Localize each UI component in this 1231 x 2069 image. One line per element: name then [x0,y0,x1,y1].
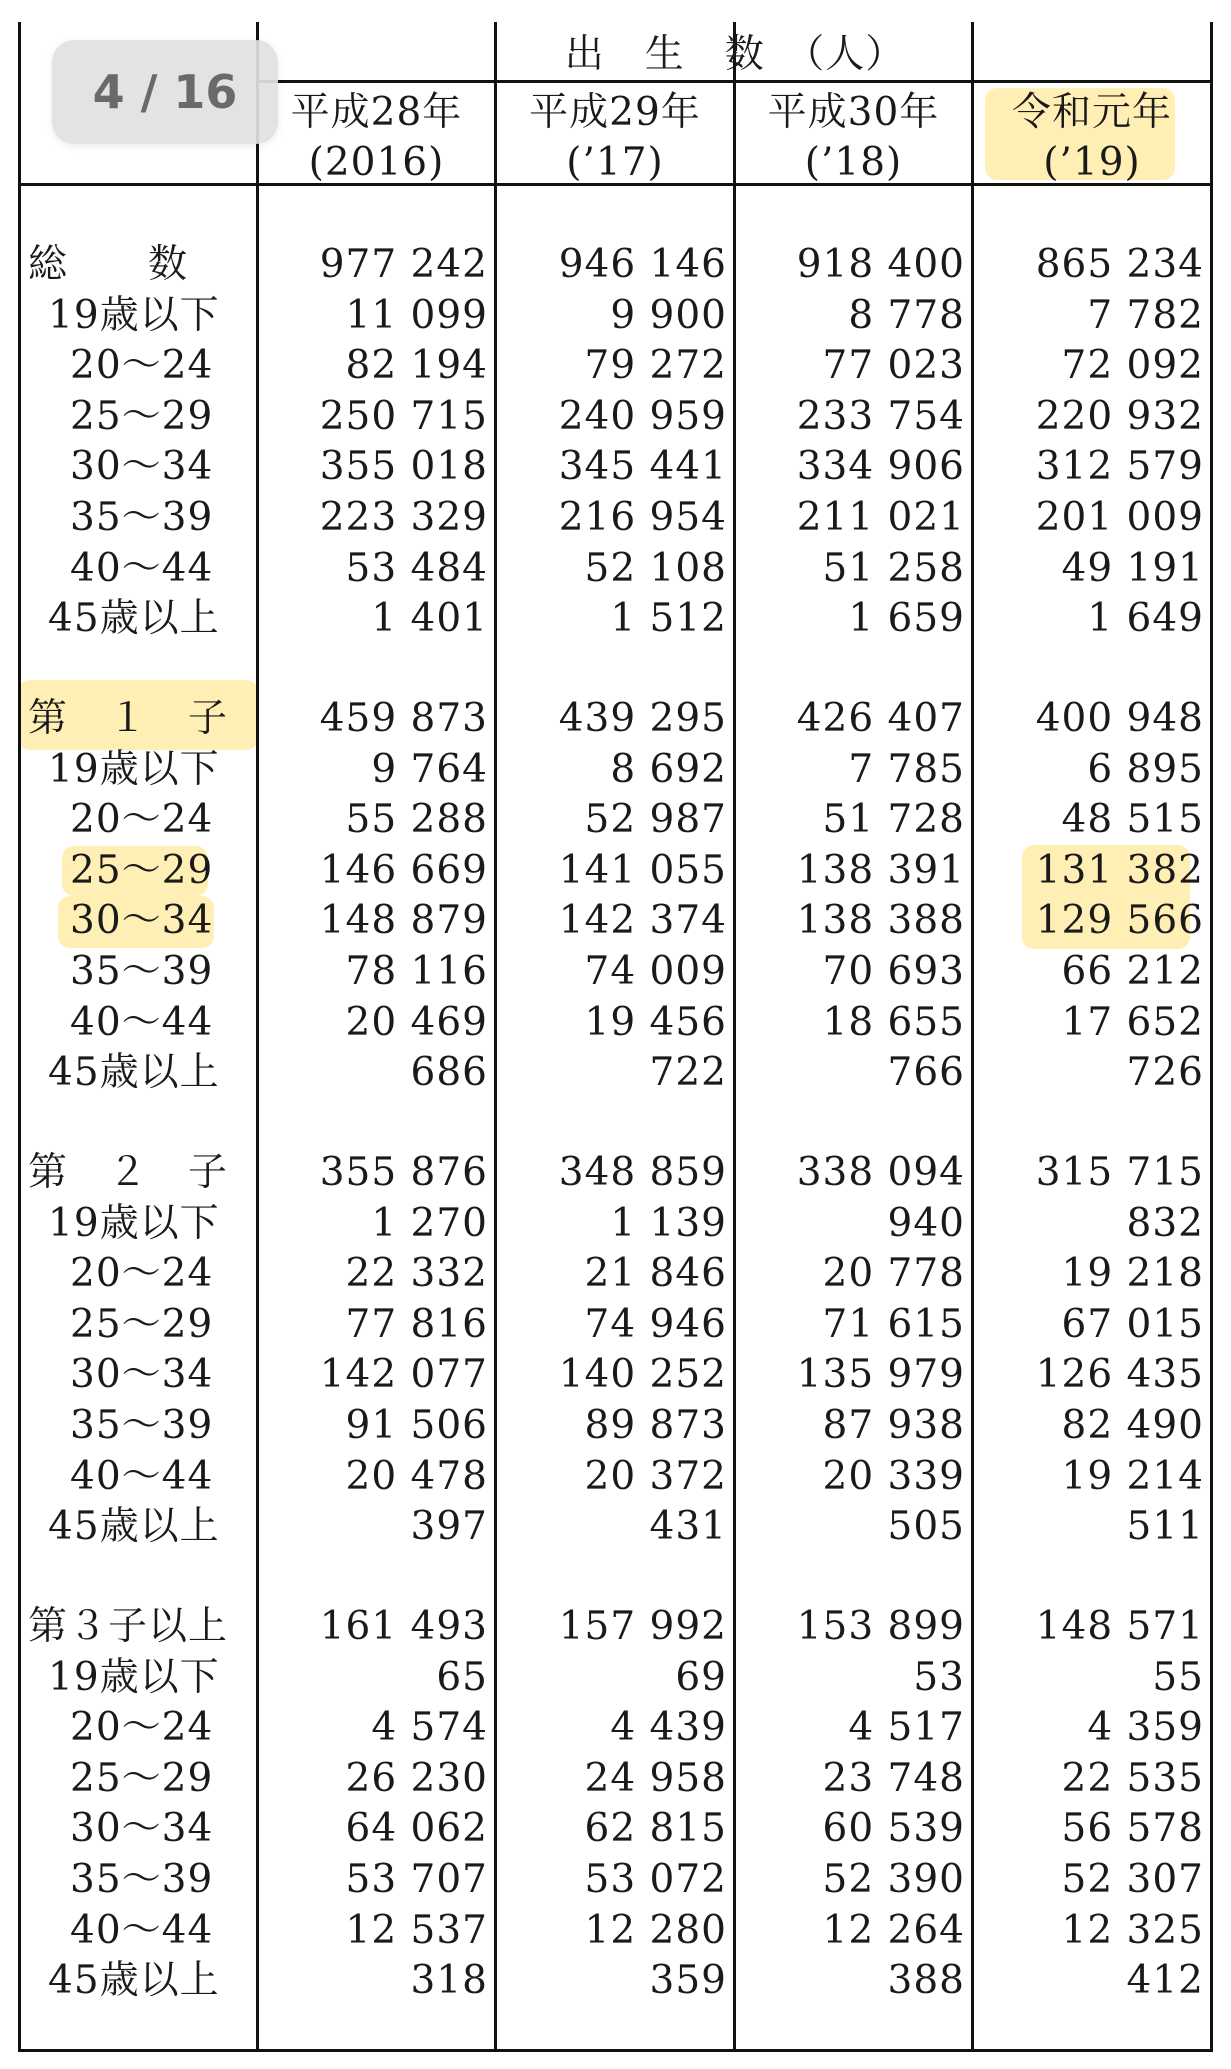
table-cell-value: 7 785 [848,746,965,792]
age-group-label: 19歳以下 [48,292,220,338]
table-cell-value: 135 979 [796,1352,965,1398]
table-cell-value: 431 [649,1504,727,1550]
table-cell-value: 240 959 [558,393,727,439]
group-total-value: 348 859 [558,1150,727,1195]
table-cell-value: 18 655 [822,999,965,1045]
table-cell-value: 12 280 [584,1907,727,1953]
age-group-label: 40～44 [70,545,214,591]
age-group-label: 19歳以下 [48,746,220,792]
table-cell-value: 8 692 [610,746,727,792]
table-cell-value: 201 009 [1035,495,1204,540]
age-group-label: 25～29 [70,393,214,439]
group-total-value: 977 242 [319,242,488,287]
table-cell-value: 8 778 [848,292,965,338]
table-cell-value: 126 435 [1035,1352,1204,1398]
table-cell-value: 19 214 [1061,1453,1204,1499]
age-group-label: 30～34 [70,898,214,944]
table-cell-value: 53 [913,1654,965,1700]
table-cell-value: 77 816 [345,1301,488,1347]
table-cell-value: 334 906 [796,444,965,490]
column-year-3: 平成30年 [767,90,940,135]
table-cell-value: 55 [1152,1654,1204,1700]
table-cell-value: 62 815 [584,1806,727,1852]
table-cell-value: 355 018 [319,444,488,490]
left-border [18,22,21,2052]
group-label: 第 ２ 子 [28,1150,229,1195]
table-cell-value: 24 958 [584,1755,727,1801]
table-cell-value: 79 272 [584,343,727,389]
table-cell-value: 4 359 [1087,1705,1204,1751]
table-cell-value: 211 021 [796,495,965,540]
table-cell-value: 72 092 [1061,343,1204,389]
age-group-label: 20～24 [70,1705,214,1751]
column-sub-4: (’19) [1043,140,1141,185]
table-cell-value: 53 072 [584,1857,727,1902]
table-cell-value: 138 388 [796,898,965,944]
table-cell-value: 233 754 [796,393,965,439]
age-group-label: 35～39 [70,495,214,540]
group-label: 第３子以上 [28,1604,229,1649]
table-cell-value: 71 615 [822,1301,965,1347]
age-group-label: 30～34 [70,444,214,490]
age-group-label: 35～39 [70,1403,214,1448]
table-cell-value: 52 307 [1061,1857,1204,1902]
column-sub-3: (’18) [804,140,903,185]
table-cell-value: 4 574 [371,1705,488,1751]
table-cell-value: 412 [1126,1958,1204,2004]
group-label: 総 数 [28,242,189,287]
table-cell-value: 4 439 [610,1705,727,1751]
table-cell-value: 20 778 [822,1251,965,1297]
age-group-label: 45歳以上 [48,1958,220,2004]
table-cell-value: 21 846 [584,1251,727,1297]
table-cell-value: 55 288 [345,797,488,843]
divider-col-3 [971,22,974,2052]
table-cell-value: 345 441 [558,444,727,490]
table-cell-value: 11 099 [345,292,488,338]
table-cell-value: 82 194 [345,343,488,389]
table-cell-value: 220 932 [1035,393,1204,439]
table-cell-value: 19 218 [1061,1251,1204,1297]
column-sub-1: (2016) [308,140,445,185]
table-cell-value: 223 329 [319,495,488,540]
table-cell-value: 9 900 [610,292,727,338]
divider-col-4 [1210,22,1213,2052]
table-cell-value: 53 707 [345,1857,488,1902]
table-cell-value: 78 116 [345,949,488,994]
table-cell-value: 142 077 [319,1352,488,1398]
group-total-value: 157 992 [558,1604,727,1649]
table-cell-value: 22 332 [345,1251,488,1297]
table-cell-value: 1 401 [371,596,488,642]
age-group-label: 35～39 [70,949,214,994]
table-cell-value: 74 946 [584,1301,727,1347]
table-cell-value: 60 539 [822,1806,965,1852]
divider-col-2 [733,22,736,2052]
table-cell-value: 388 [887,1958,965,2004]
group-total-value: 865 234 [1035,242,1204,287]
age-group-label: 19歳以下 [48,1200,220,1246]
table-cell-value: 77 023 [822,343,965,389]
table-cell-value: 67 015 [1061,1301,1204,1347]
table-cell-value: 7 782 [1087,292,1204,338]
group-total-value: 918 400 [796,242,965,287]
table-cell-value: 250 715 [319,393,488,439]
table-bottom-line [18,2049,1213,2052]
table-cell-value: 359 [649,1958,727,2004]
table-cell-value: 12 264 [822,1907,965,1953]
group-total-value: 439 295 [558,696,727,741]
table-cell-value: 505 [887,1504,965,1550]
table-cell-value: 20 478 [345,1453,488,1499]
table-cell-value: 56 578 [1061,1806,1204,1852]
table-cell-value: 22 535 [1061,1755,1204,1801]
table-cell-value: 722 [649,1050,727,1096]
age-group-label: 40～44 [70,1453,214,1499]
table-cell-value: 12 537 [345,1907,488,1953]
table-cell-value: 6 895 [1087,746,1204,792]
divider-col-1 [494,22,497,2052]
page-indicator: 4 / 16 [52,40,278,144]
table-cell-value: 66 212 [1061,949,1204,994]
age-group-label: 19歳以下 [48,1654,220,1700]
age-group-label: 20～24 [70,343,214,389]
age-group-label: 45歳以上 [48,1050,220,1096]
table-cell-value: 1 270 [371,1200,488,1246]
age-group-label: 25～29 [70,1301,214,1347]
table-cell-value: 52 390 [822,1857,965,1902]
header-sub-line [256,80,1213,83]
group-total-value: 946 146 [558,242,727,287]
table-cell-value: 9 764 [371,746,488,792]
table-cell-value: 82 490 [1061,1403,1204,1448]
table-cell-value: 20 372 [584,1453,727,1499]
group-label: 第 １ 子 [28,696,229,741]
table-cell-value: 69 [675,1654,727,1700]
table-cell-value: 131 382 [1035,847,1204,893]
age-group-label: 20～24 [70,1251,214,1297]
table-cell-value: 49 191 [1061,545,1204,591]
table-cell-value: 23 748 [822,1755,965,1801]
age-group-label: 25～29 [70,1755,214,1801]
table-cell-value: 140 252 [558,1352,727,1398]
group-total-value: 161 493 [319,1604,488,1649]
table-cell-value: 397 [410,1504,488,1550]
age-group-label: 35～39 [70,1857,214,1902]
table-cell-value: 4 517 [848,1705,965,1751]
table-cell-value: 146 669 [319,847,488,893]
table-cell-value: 138 391 [796,847,965,893]
table-cell-value: 51 258 [822,545,965,591]
group-total-value: 459 873 [319,696,488,741]
age-group-label: 30～34 [70,1806,214,1852]
table-cell-value: 19 456 [584,999,727,1045]
age-group-label: 45歳以上 [48,596,220,642]
table-cell-value: 766 [887,1050,965,1096]
age-group-label: 30～34 [70,1352,214,1398]
table-cell-value: 1 659 [848,596,965,642]
group-total-value: 400 948 [1035,696,1204,741]
table-cell-value: 832 [1126,1200,1204,1246]
table-cell-value: 142 374 [558,898,727,944]
age-group-label: 25～29 [70,847,214,893]
table-cell-value: 89 873 [584,1403,727,1448]
table-cell-value: 64 062 [345,1806,488,1852]
table-cell-value: 940 [887,1200,965,1246]
table-cell-value: 51 728 [822,797,965,843]
table-cell-value: 87 938 [822,1403,965,1448]
table-cell-value: 26 230 [345,1755,488,1801]
table-cell-value: 318 [410,1958,488,2004]
table-cell-value: 141 055 [558,847,727,893]
group-total-value: 426 407 [796,696,965,741]
group-total-value: 355 876 [319,1150,488,1195]
age-group-label: 20～24 [70,797,214,843]
table-cell-value: 20 469 [345,999,488,1045]
group-total-value: 338 094 [796,1150,965,1195]
column-year-1: 平成28年 [290,90,463,135]
age-group-label: 40～44 [70,999,214,1045]
table-cell-value: 129 566 [1035,898,1204,944]
table-cell-value: 91 506 [345,1403,488,1448]
table-cell-value: 12 325 [1061,1907,1204,1953]
column-year-2: 平成29年 [529,90,701,135]
table-cell-value: 148 879 [319,898,488,944]
column-sub-2: (’17) [566,140,664,185]
table-title: 出 生 数 （人） [564,32,906,77]
table-cell-value: 74 009 [584,949,727,994]
age-group-label: 45歳以上 [48,1504,220,1550]
table-cell-value: 216 954 [558,495,727,540]
group-total-value: 148 571 [1035,1604,1204,1649]
table-cell-value: 70 693 [822,949,965,994]
table-cell-value: 53 484 [345,545,488,591]
table-cell-value: 1 139 [610,1200,727,1246]
table-cell-value: 686 [410,1050,488,1096]
table-cell-value: 726 [1126,1050,1204,1096]
table-cell-value: 65 [436,1654,488,1700]
table-cell-value: 511 [1126,1504,1204,1550]
table-cell-value: 52 108 [584,545,727,591]
table-cell-value: 48 515 [1061,797,1204,843]
column-year-4: 令和元年 [1011,90,1172,135]
table-cell-value: 1 649 [1087,596,1204,642]
table-cell-value: 1 512 [610,596,727,642]
table-cell-value: 312 579 [1035,444,1204,490]
group-total-value: 153 899 [796,1604,965,1649]
table-cell-value: 52 987 [584,797,727,843]
group-total-value: 315 715 [1035,1150,1204,1195]
age-group-label: 40～44 [70,1907,214,1953]
table-cell-value: 17 652 [1061,999,1204,1045]
table-cell-value: 20 339 [822,1453,965,1499]
